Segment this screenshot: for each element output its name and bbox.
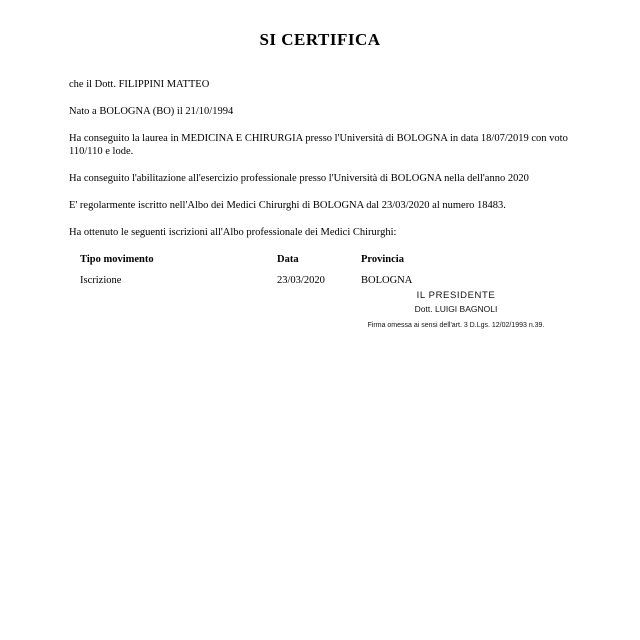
movements-table [80, 253, 481, 287]
table-row [80, 274, 481, 287]
line-registration: E' regolarmente iscritto nell'Albo dei Medici Chirurghi di BOLOGNA dal 23/03/2020 al numero 18483. [69, 199, 506, 211]
signature-role: IL PRESIDENTE [416, 290, 496, 301]
line-abilitation: Ha conseguito l'abilitazione all'esercizio professionale presso l'Università di BOLOGNA nella dell'anno 2020 [69, 172, 529, 184]
signature-block [358, 290, 554, 329]
signature-legal-note: Firma omessa ai sensi dell'art. 3 D.Lgs. 12/02/1993 n.39. [367, 322, 545, 329]
cell-data: 23/03/2020 [277, 275, 325, 286]
cell-tipo-movimento: Iscrizione [80, 275, 122, 286]
header-provincia: Provincia [361, 253, 404, 265]
line-degree: Ha conseguito la laurea in MEDICINA E CHIRURGIA presso l'Università di BOLOGNA in data 18/07/2019 con voto 110/110 e lode. [69, 133, 568, 158]
certificate-title: SI CERTIFICA [259, 30, 381, 49]
line-doctor-name: che il Dott. FILIPPINI MATTEO [69, 79, 210, 90]
header-data: Data [277, 253, 299, 265]
movements-header-row [80, 253, 481, 274]
line-birth: Nato a BOLOGNA (BO) il 21/10/1994 [69, 106, 234, 118]
certificate-body [69, 78, 582, 287]
line-movements-intro: Ha ottenuto le seguenti iscrizioni all'Albo professionale dei Medici Chirurghi: [69, 226, 397, 238]
header-tipo-movimento: Tipo movimento [80, 253, 154, 265]
cell-provincia: BOLOGNA [361, 275, 413, 286]
signature-name: Dott. LUIGI BAGNOLI [414, 304, 498, 314]
